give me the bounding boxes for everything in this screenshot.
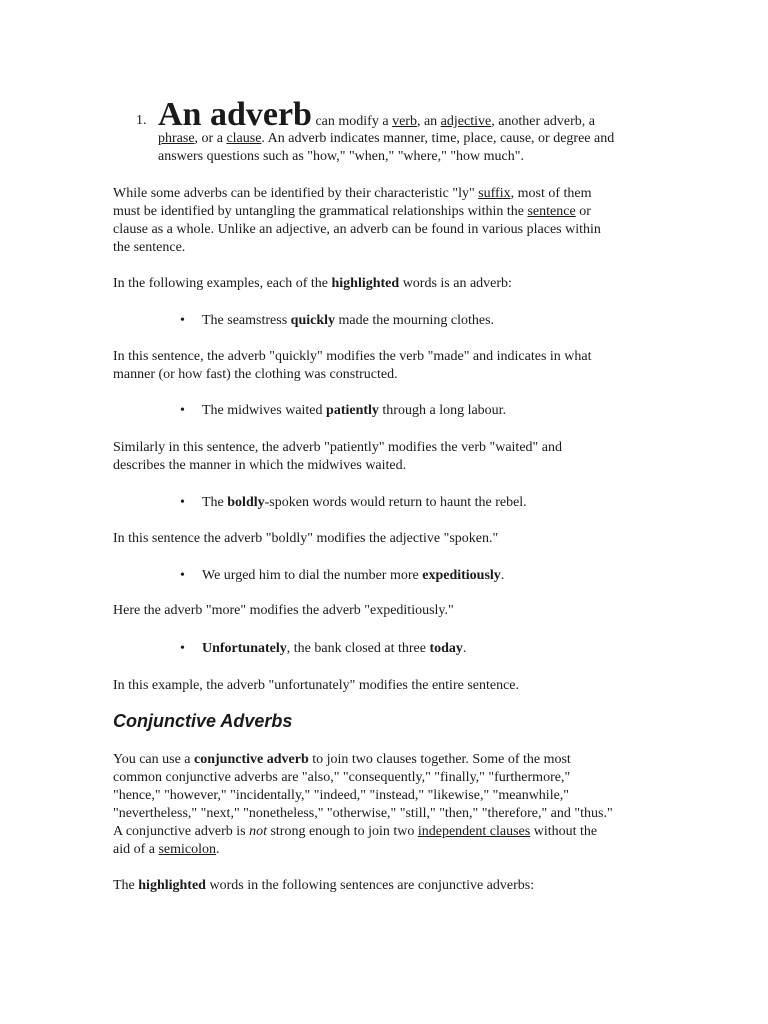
text: The [202, 495, 228, 510]
main-heading: An adverb [158, 96, 312, 133]
text: , or a [194, 131, 227, 146]
text: "nevertheless," "next," "nonetheless," "otherwise," "still," "then," "therefore," and "thus." [113, 806, 613, 821]
paragraph-conjunctive-examples-intro [113, 877, 643, 895]
bold-text: today [429, 641, 463, 656]
text: the sentence. [113, 240, 186, 255]
bullet-icon: • [180, 403, 185, 418]
text: to join two clauses together. Some of the most [308, 752, 571, 767]
bullet-icon: • [180, 641, 185, 656]
link-semicolon[interactable]: semicolon [158, 842, 217, 857]
text: answers questions such as "how," "when," "where," "how much". [158, 149, 524, 164]
text: Similarly in this sentence, the adverb "patiently" modifies the verb "waited" and [113, 440, 562, 455]
text: clause as a whole. Unlike an adjective, an adverb can be found in various places within [113, 222, 601, 237]
text: , the bank closed at three [286, 641, 430, 656]
list-item [180, 494, 527, 512]
text: words in the following sentences are conjunctive adverbs: [205, 878, 535, 893]
text: made the mourning clothes. [335, 313, 495, 328]
list-item [180, 402, 506, 420]
bold-text: highlighted [138, 878, 206, 893]
paragraph-explanation [113, 348, 643, 384]
link-clause[interactable]: clause [226, 131, 262, 146]
text: The midwives waited [202, 403, 327, 418]
text: can modify a [311, 114, 393, 129]
list-item-body [158, 98, 658, 166]
paragraph-explanation: In this example, the adverb "unfortunately" modifies the entire sentence. [113, 678, 520, 693]
bold-text: expeditiously [422, 568, 501, 583]
text: , another adverb, a [491, 114, 595, 129]
paragraph-explanation: Here the adverb "more" modifies the adverb "expeditiously." [113, 603, 454, 618]
list-item [180, 640, 466, 658]
list-number: 1. [136, 113, 147, 128]
link-phrase[interactable]: phrase [158, 131, 195, 146]
text: describes the manner in which the midwives waited. [113, 458, 407, 473]
text: words is an adverb: [399, 276, 512, 291]
paragraph-examples-intro [113, 275, 643, 293]
bold-text: conjunctive adverb [194, 752, 309, 767]
text: "hence," "however," "incidentally," "indeed," "instead," "likewise," "meanwhile," [113, 788, 570, 803]
text: aid of a [113, 842, 159, 857]
bullet-icon: • [180, 495, 185, 510]
paragraph-conjunctive [113, 751, 643, 859]
text: , an [416, 114, 441, 129]
text: or [575, 204, 591, 219]
text: . An adverb indicates manner, time, place, cause, or degree and [261, 131, 615, 146]
list-item [180, 567, 504, 585]
list-item [180, 312, 494, 330]
bold-text: patiently [326, 403, 379, 418]
text: In the following examples, each of the [113, 276, 332, 291]
text: In this sentence, the adverb "quickly" modifies the verb "made" and indicates in what [113, 349, 592, 364]
text: The [113, 878, 139, 893]
text: strong enough to join two [266, 824, 418, 839]
link-adjective[interactable]: adjective [440, 114, 492, 129]
text: While some adverbs can be identified by their characteristic "ly" [113, 186, 479, 201]
paragraph-explanation: In this sentence the adverb "boldly" modifies the adjective "spoken." [113, 531, 499, 546]
paragraph-intro [113, 185, 643, 257]
text: A conjunctive adverb is [113, 824, 250, 839]
bullet-icon: • [180, 568, 185, 583]
bold-text: quickly [290, 313, 336, 328]
bold-text: boldly [227, 495, 265, 510]
text: , most of them [510, 186, 592, 201]
text: common conjunctive adverbs are "also," "consequently," "finally," "furthermore," [113, 770, 571, 785]
section-heading: Conjunctive Adverbs [113, 711, 293, 731]
text: through a long labour. [378, 403, 507, 418]
link-verb[interactable]: verb [392, 114, 417, 129]
text: must be identified by untangling the grammatical relationships within the [113, 204, 528, 219]
bold-text: Unfortunately [202, 641, 287, 656]
text: We urged him to dial the number more [202, 568, 423, 583]
bullet-icon: • [180, 313, 185, 328]
text: manner (or how fast) the clothing was constructed. [113, 367, 398, 382]
link-suffix[interactable]: suffix [478, 186, 511, 201]
text: You can use a [113, 752, 195, 767]
text: without the [530, 824, 598, 839]
text: . [216, 842, 220, 857]
paragraph-explanation [113, 439, 643, 475]
link-sentence[interactable]: sentence [527, 204, 576, 219]
bold-text: highlighted [331, 276, 400, 291]
link-independent-clauses[interactable]: independent clauses [417, 824, 531, 839]
text: The seamstress [202, 313, 291, 328]
text: . [462, 641, 467, 656]
italic-text: not [249, 824, 267, 839]
text: -spoken words would return to haunt the rebel. [264, 495, 527, 510]
text: . [500, 568, 505, 583]
